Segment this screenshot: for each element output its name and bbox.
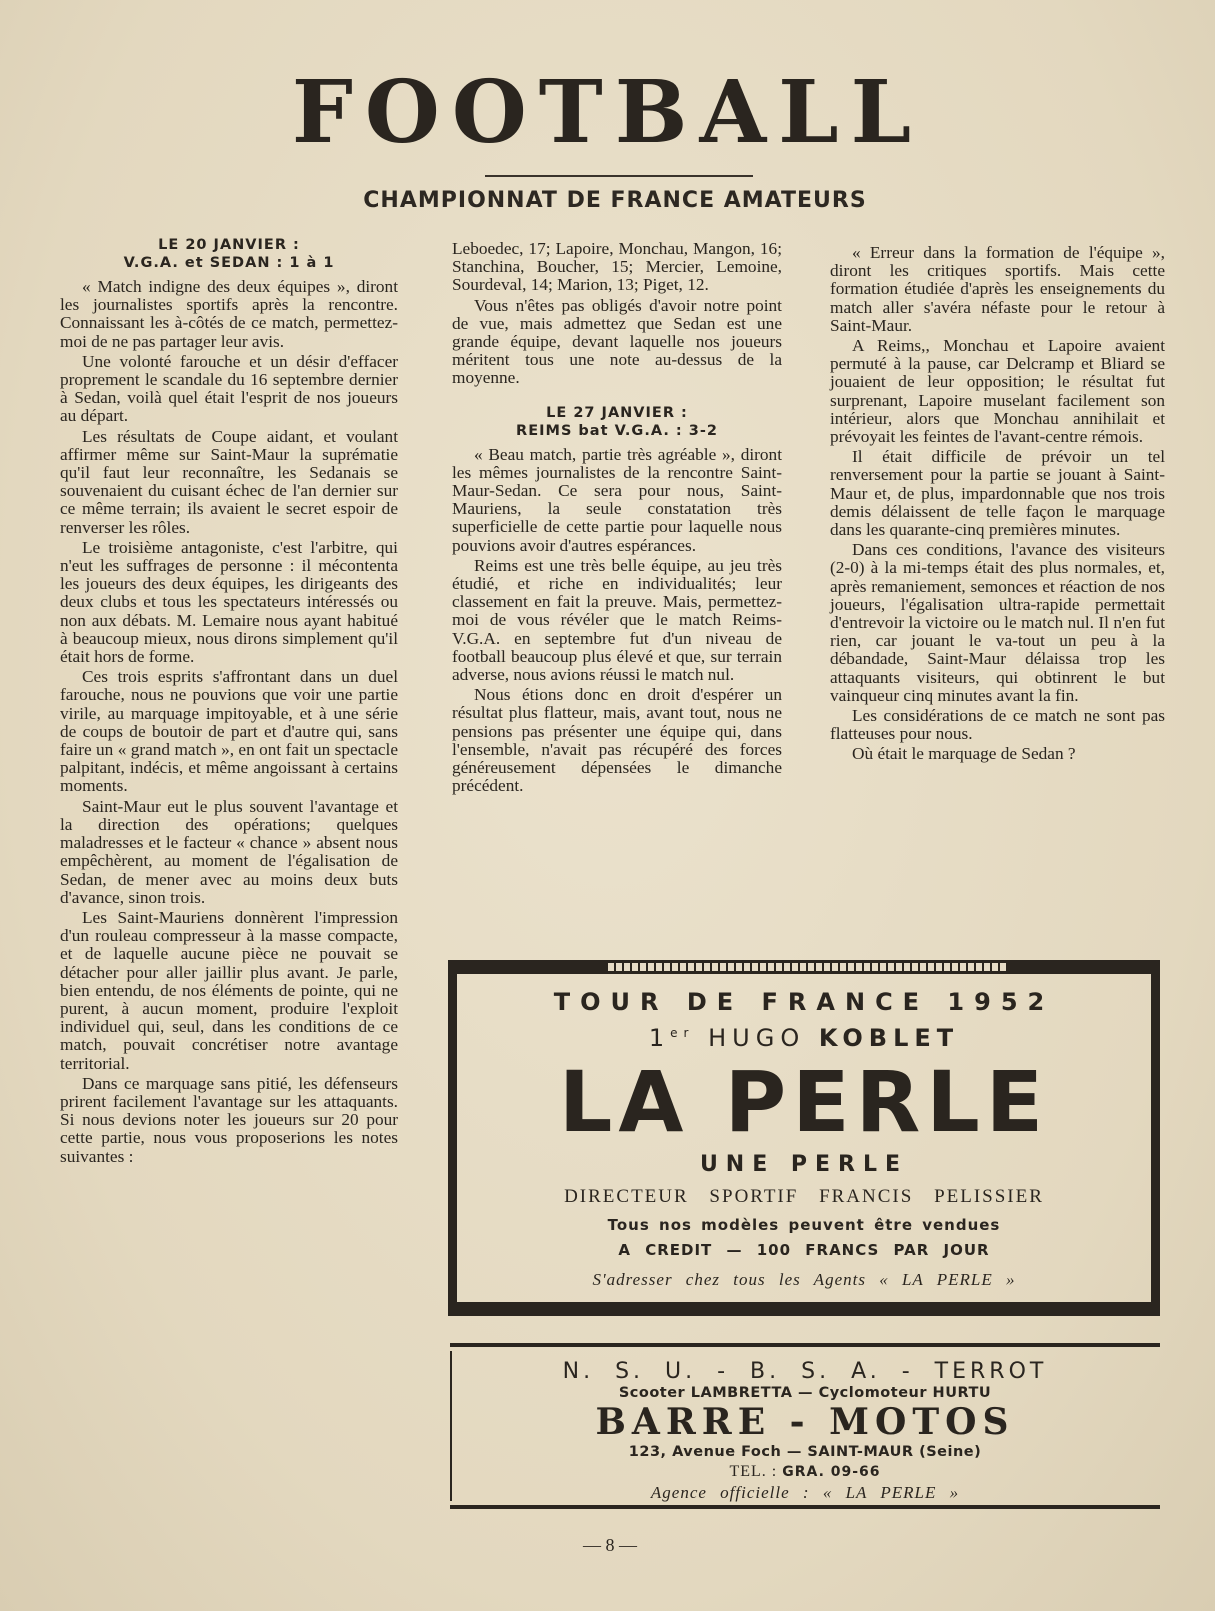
ad-winner-line: [448, 1024, 1160, 1052]
paragraph: Vous n'êtes pas obligés d'avoir notre point de vue, mais admettez que Sedan est une grande équipe, devant laquelle nos joueurs méritent tous une note au-dessus de la moyenne.: [452, 295, 782, 388]
paragraph: A Reims,, Monchau et Lapoire avaient permuté à la pause, car Delcramp et Bliard se jouaient de leur opposition; le résultat fut surprenant, Lapoire muselant facilement son intérieur, alors que Monchau annihilait et prévoyait les feintes de l'avant-centre rémois.: [830, 336, 1165, 447]
title-divider: [485, 175, 753, 177]
ad-rider-first: HUGO: [708, 1024, 806, 1052]
ad-shop-name: BARRE - MOTOS: [595, 1401, 1015, 1443]
paragraph: « Erreur dans la formation de l'équipe », diront les critiques sportifs. Mais cette formation étudiée d'après les enseignements du match aller s'avéra néfaste pour le retour à Saint-Maur.: [830, 243, 1165, 335]
ad-rank-suffix: er: [670, 1026, 695, 1040]
ad-brands: N. S. U. - B. S. A. - TERROT: [562, 1359, 1048, 1384]
paragraph: « Beau match, partie très agréable », diront les mêmes journalistes de la rencontre Saint-Maur-Sedan. Ce sera pour nous, Saint-Mauriens, la seule constatation très superficielle de cette partie pour laquelle nous pouvions avoir d'autres espérances.: [452, 444, 782, 555]
paragraph: Il était difficile de prévoir un tel renversement pour la partie se jouant à Saint-Maur et, de plus, impardonnable que nos trois demis délaissent de telle façon le marquage dans les quarante-cinq premières minutes.: [830, 447, 1165, 540]
ad-brand-name: LA PERLE: [558, 1053, 1050, 1151]
ad-rule-bottom: [450, 1505, 1160, 1509]
paragraph: Ces trois esprits s'affrontant dans un duel farouche, nous ne pouvions que voir une partie virile, au marquage impitoyable, et à une série de coups de boutoir de part et d'autre qui, sans faire un « grand match », en ont fait un spectacle palpitant, indécis, et même angoissant à certains moments.: [60, 667, 398, 796]
ad-models-note: Tous nos modèles peuvent être vendues: [607, 1216, 1001, 1234]
ad-scooter: Scooter LAMBRETTA — Cyclomoteur HURTU: [618, 1385, 992, 1401]
match-score-2: REIMS bat V.G.A. : 3-2: [516, 422, 718, 439]
ad-rank: 1: [648, 1024, 671, 1052]
paragraph: Nous étions donc en droit d'espérer un résultat plus flatteur, mais, avant tout, nous ne pensions pas présenter une équipe qui, dans l'ensemble, n'avait pas récupéré des forces généreusement dépensées le dimanche précédent.: [452, 685, 782, 796]
player-ratings: Leboedec, 17; Lapoire, Monchau, Mangon, 16; Stanchina, Boucher, 15; Mercier, Lemoine, Sourdeval, 14; Marion, 13; Piget, 12.: [452, 239, 782, 295]
ad-credit-terms: A CREDIT — 100 FRANCS PAR JOUR: [618, 1241, 990, 1259]
paragraph: Une volonté farouche et un désir d'effacer proprement le scandale du 16 septembre dernier à Sedan, voilà quel était l'esprit de nos joueurs au départ.: [60, 351, 398, 426]
ad-tour-title: TOUR DE FRANCE 1952: [553, 988, 1055, 1016]
paragraph: « Match indigne des deux équipes », diront les journalistes sportifs après la rencontre. Connaissant les à-côtés de ce match, permettez-moi de ne pas partager leur avis.: [60, 277, 398, 351]
article-column-1: [60, 236, 398, 1168]
ad-slogan: UNE PERLE: [699, 1152, 909, 1177]
match-heading-1: [60, 236, 398, 272]
paragraph: Reims est une très belle équipe, au jeu très étudié, et riche en individualités; leur classement en fait la preuve. Mais, permettez-moi de vous révéler que le match Reims-V.G.A. en septembre fut d'un niveau de football beaucoup plus élevé et que, sur terrain adverse, nous avions réussi le match nul.: [452, 555, 782, 685]
section-subtitle: CHAMPIONNAT DE FRANCE AMATEURS: [363, 188, 867, 213]
paragraph: Saint-Maur eut le plus souvent l'avantage et la direction des opérations; quelques maladresses et le facteur « chance » absent nous empêchèrent, au moment de l'égalisation de Sedan, de mener avec au moins deux buts d'avance, sinon trois.: [60, 796, 398, 907]
ad-tel-number: GRA. 09-66: [782, 1464, 881, 1480]
page-number: — 8 —: [583, 1535, 637, 1555]
ad-address: 123, Avenue Foch — SAINT-MAUR (Seine): [628, 1444, 982, 1460]
ad-rider-last: KOBLET: [818, 1024, 960, 1052]
paragraph: Le troisième antagoniste, c'est l'arbitre, qui n'eut les suffrages de personne : il mécontenta les joueurs des deux équipes, les dirigeants des deux clubs et tous les spectateurs intéressés ou non aux débats. M. Lemaire nous ayant habitué à beaucoup mieux, nous dirons simplement qu'il était hors de forme.: [60, 537, 398, 667]
advertisement-barre-motos: [450, 1343, 1160, 1511]
ad-tel-label: TEL. :: [729, 1463, 778, 1480]
match-date-1: LE 20 JANVIER :: [158, 237, 300, 253]
match-heading-2: [452, 404, 782, 440]
ad-border-bottom: [448, 1302, 1160, 1316]
paragraph: Les considérations de ce match ne sont pas flatteuses pour nous.: [830, 706, 1165, 744]
ad-agents-note: S'adresser chez tous les Agents « LA PERLE »: [592, 1270, 1016, 1289]
paragraph: Où était le marquage de Sedan ?: [852, 744, 1076, 764]
ad-agency: Agence officielle : « LA PERLE »: [650, 1483, 960, 1502]
ad-border-wave: [608, 963, 1008, 971]
paragraph: Les Saint-Mauriens donnèrent l'impression d'un rouleau compresseur à la masse compacte, et de laquelle aucune pièce ne pouvait se détacher pour aller jaillir plus avant. Je parle, bien entendu, de nos éléments de pointe, qui ne purent, à aucun moment, produire l'exploit individuel qui, seul, dans les conditions de ce match, pouvait concrétiser notre avantage territorial.: [60, 907, 398, 1073]
paragraph: Dans ce marquage sans pitié, les défenseurs prirent facilement l'avantage sur les attaquants. Si nous devions noter les joueurs sur 20 pour cette partie, nous vous proposerions les notes suivantes :: [60, 1073, 398, 1166]
ad-rule-top: [450, 1343, 1160, 1347]
paragraph: Dans ces conditions, l'avance des visiteurs (2-0) à la mi-temps était des plus normales, et, après remaniement, semonces et réaction de nos joueurs, l'égalisation ultra-rapide permettait d'entrevoir la victoire ou le match nul. Il n'en fut rien, car jouant le va-tout un peu à la débandade, Saint-Maur délaissa trop les attaquants visiteurs, qui obtinrent le but vainqueur cinq minutes avant la fin.: [830, 540, 1165, 705]
ad-director: DIRECTEUR SPORTIF FRANCIS PELISSIER: [564, 1186, 1044, 1207]
article-column-3: [830, 244, 1165, 766]
match-date-2: LE 27 JANVIER :: [546, 404, 688, 421]
match-score-1: V.G.A. et SEDAN : 1 à 1: [123, 255, 335, 271]
advertisement-la-perle: [448, 960, 1160, 1316]
paragraph: Les résultats de Coupe aidant, et voulant affirmer même sur Saint-Maur la suprématie qu'il faut leur reconnaître, les Sedanais se souvenaient du cuisant échec de l'an dernier sur ce même terrain; ils avaient le secret espoir de renverser les rôles.: [60, 426, 398, 537]
page-title: FOOTBALL: [291, 62, 924, 163]
article-column-2: [452, 240, 782, 797]
ad-telephone: [450, 1463, 1160, 1481]
